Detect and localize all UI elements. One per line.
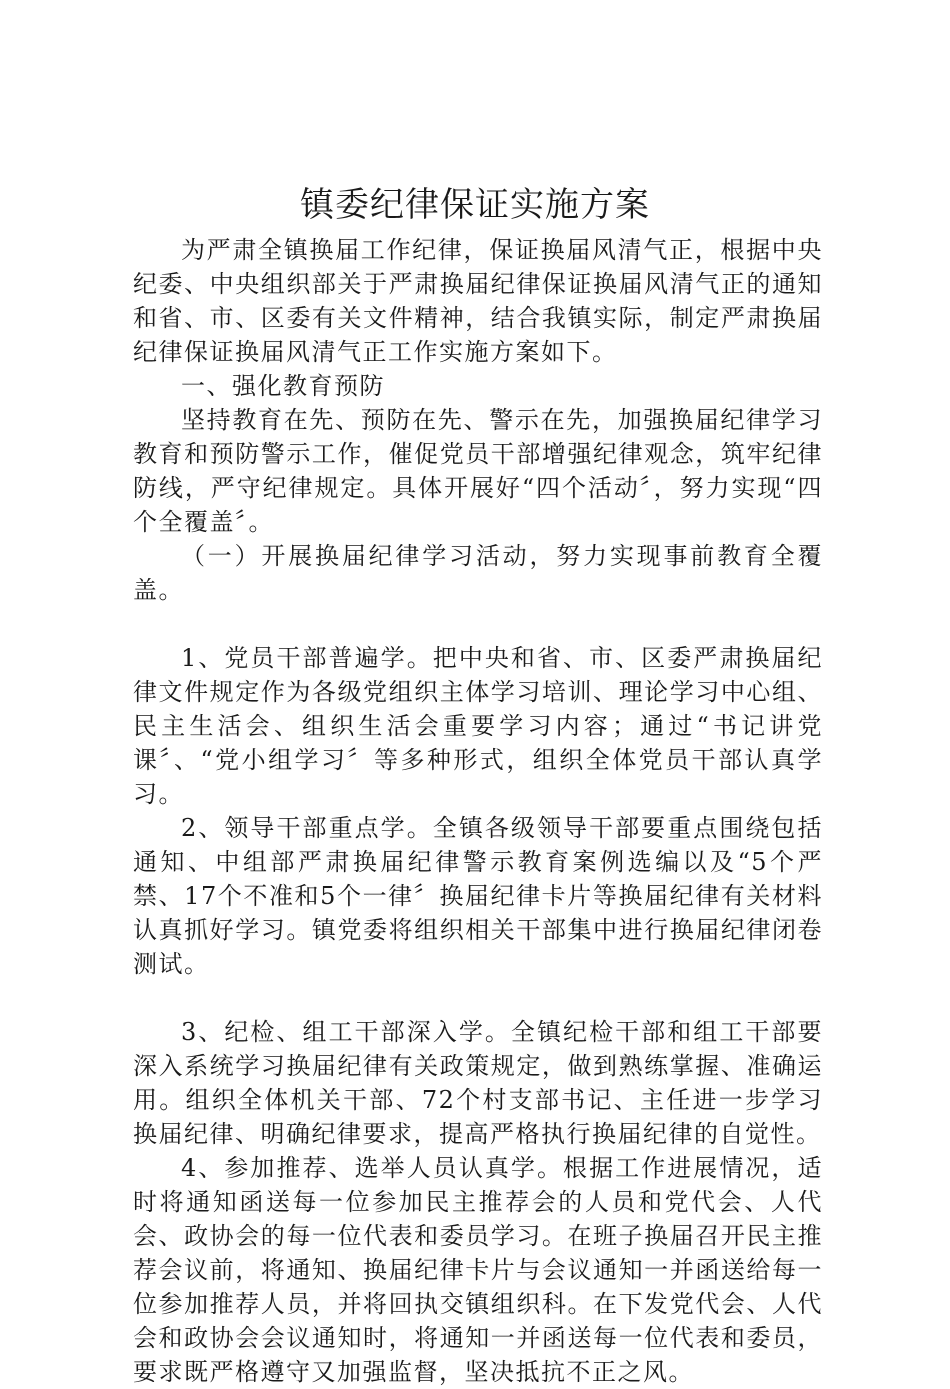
document-title: 镇委纪律保证实施方案 bbox=[300, 185, 650, 225]
item-3-paragraph: 3、纪检、组工干部深入学。全镇纪检干部和组工干部要深入系统学习换届纪律有关政策规定，做到熟练掌握、准确运用。组织全体机关干部、72个村支部书记、主任进一步学习换届纪律、明确纪律要求，提高严格执行换届纪律的自觉性。 bbox=[133, 1018, 823, 1148]
section-1-paragraph: 坚持教育在先、预防在先、警示在先，加强换届纪律学习教育和预防警示工作，催促党员干部增强纪律观念，筑牢纪律防线，严守纪律规定。具体开展好“四个活动〞，努力实现“四个全覆盖〞。 bbox=[133, 406, 823, 536]
document-body bbox=[133, 233, 823, 1389]
item-4-paragraph: 4、参加推荐、选举人员认真学。根据工作进展情况，适时将通知函送每一位参加民主推荐会的人员和党代会、人代会、政协会的每一位代表和委员学习。在班子换届召开民主推荐会议前，将通知、换届纪律卡片与会议通知一并函送给每一位参加推荐人员，并将回执交镇组织科。在下发党代会、人代会和政协会会议通知时，将通知一并函送每一位代表和委员，要求既严格遵守又加强监督，坚决抵抗不正之风。 bbox=[133, 1154, 823, 1386]
item-1-paragraph: 1、党员干部普遍学。把中央和省、市、区委严肃换届纪律文件规定作为各级党组织主体学习培训、理论学习中心组、民主生活会、组织生活会重要学习内容；通过“书记讲党课〞、“党小组学习〞等多种形式，组织全体党员干部认真学习。 bbox=[133, 644, 823, 808]
subsection-heading-1: （一）开展换届纪律学习活动，努力实现事前教育全覆盖。 bbox=[133, 542, 823, 604]
intro-paragraph: 为严肃全镇换届工作纪律，保证换届风清气正，根据中央纪委、中央组织部关于严肃换届纪律保证换届风清气正的通知和省、市、区委有关文件精神，结合我镇实际，制定严肃换届纪律保证换届风清气正工作实施方案如下。 bbox=[133, 236, 823, 366]
section-heading-1: 一、强化教育预防 bbox=[181, 372, 385, 400]
item-2-paragraph: 2、领导干部重点学。全镇各级领导干部要重点围绕包括通知、中组部严肃换届纪律警示教育案例选编以及“5个严禁、17个不准和5个一律〞换届纪律卡片等换届纪律有关材料认真抓好学习。镇党委将组织相关干部集中进行换届纪律闭卷测试。 bbox=[133, 814, 823, 978]
